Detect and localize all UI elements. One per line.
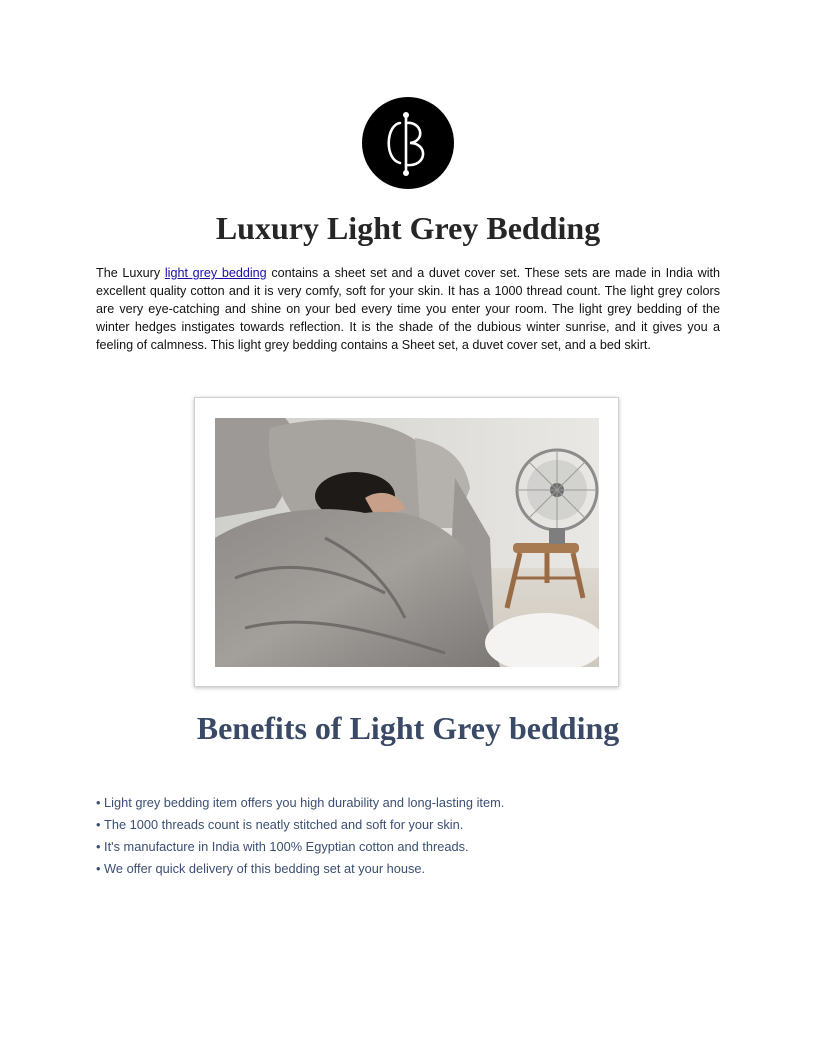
- benefit-item: • The 1000 threads count is neatly stitched and soft for your skin.: [96, 814, 504, 836]
- benefits-list: [96, 792, 504, 880]
- intro-paragraph: [96, 265, 720, 355]
- light-grey-bedding-link[interactable]: light grey bedding: [164, 266, 267, 280]
- benefit-item: • Light grey bedding item offers you high durability and long-lasting item.: [96, 792, 504, 814]
- bedding-photo-frame: [194, 397, 619, 687]
- page-title: Luxury Light Grey Bedding: [215, 210, 601, 246]
- benefits-heading: Benefits of Light Grey bedding: [196, 710, 620, 746]
- brand-logo: [362, 97, 454, 189]
- bedding-photo: [215, 418, 599, 667]
- intro-text-rest: contains a sheet set and a duvet cover set. These sets are made in India with excellent quality cotton and it is very comfy, soft for your skin. It has a 1000 thread count. The light grey colors are very eye-catching and shine on your bed every time you enter your room. The light grey bedding of the winter hedges instigates towards reflection. It is the shade of the dubious winter sunrise, and it gives you a feeling of calmness. This light grey bedding contains a Sheet set, a duvet cover set, and a bed skirt.: [96, 266, 720, 352]
- benefit-item: • It's manufacture in India with 100% Egyptian cotton and threads.: [96, 836, 504, 858]
- intro-text-start: The Luxury: [96, 266, 165, 280]
- benefit-item: • We offer quick delivery of this bedding set at your house.: [96, 858, 504, 880]
